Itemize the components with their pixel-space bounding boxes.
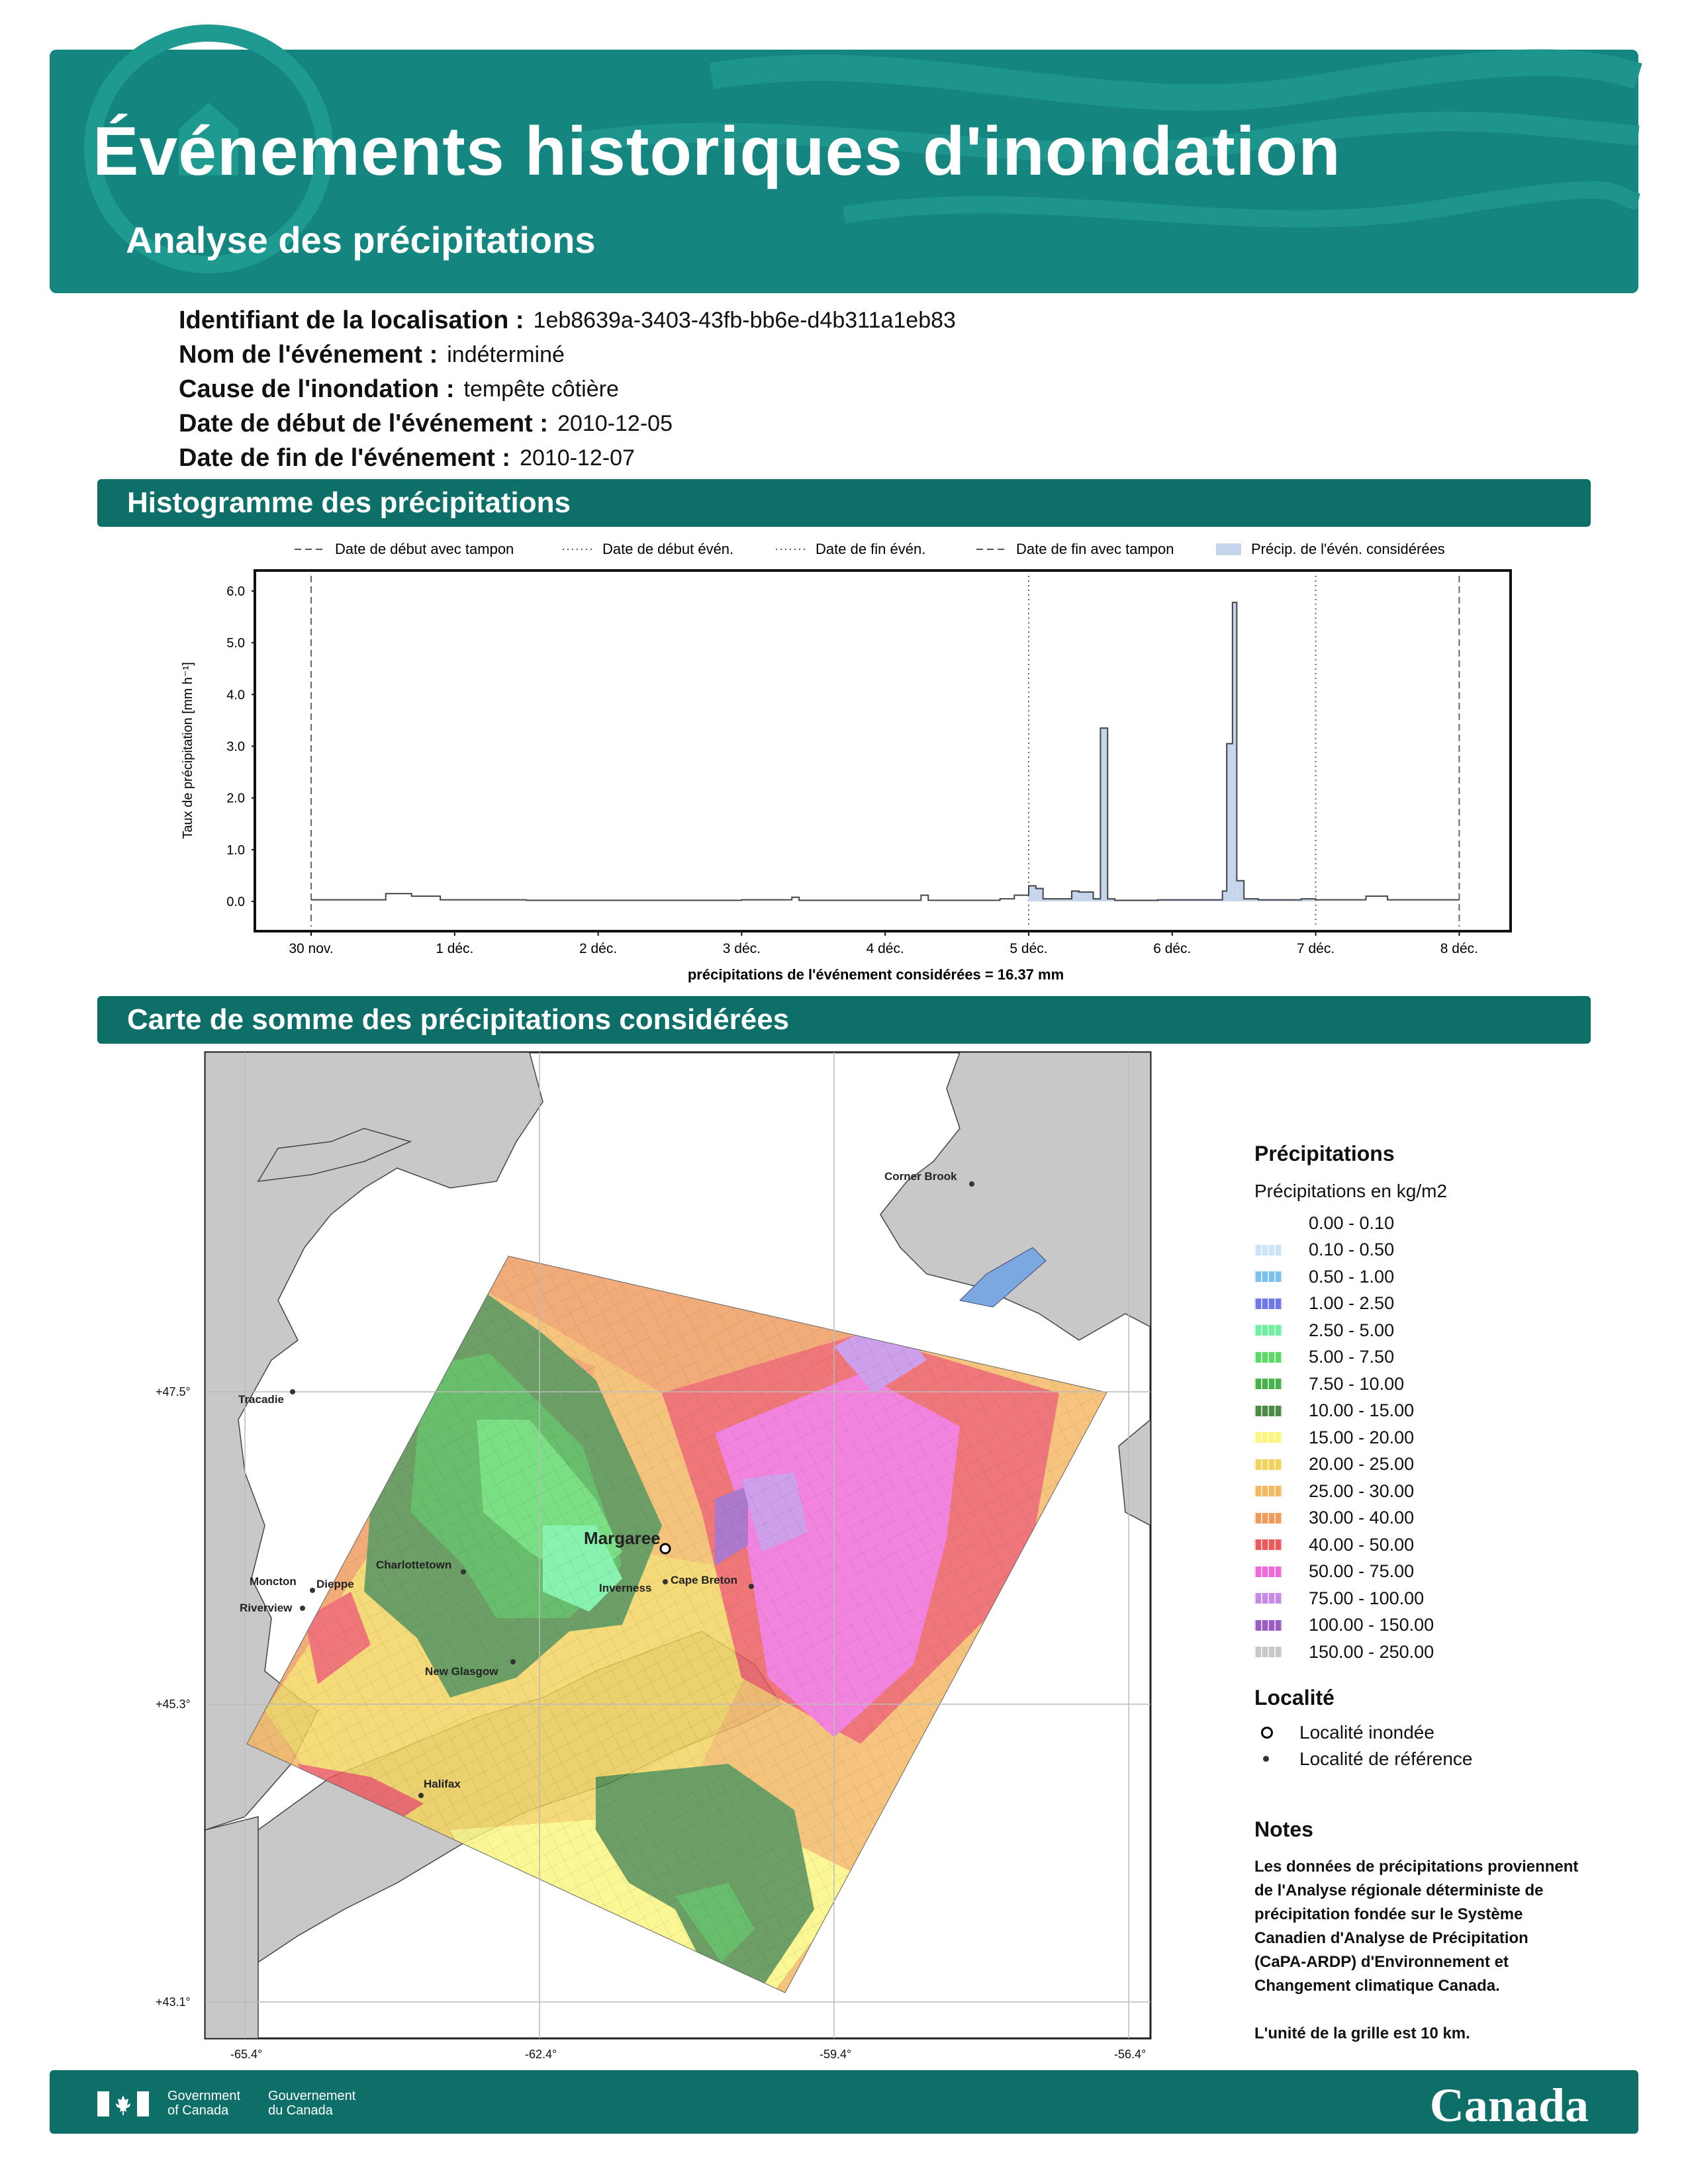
legend-title: Précipitations [1254,1142,1395,1165]
precip-bar [1072,891,1079,901]
legend-swatch [1254,1325,1282,1336]
legend-bin [1254,1451,1612,1479]
legend-swatch [1254,1486,1282,1496]
legend-bin [1254,1531,1612,1559]
legend-bin-label: 10.00 - 15.00 [1309,1400,1415,1421]
legend-subtitle: Précipitations en kg/m2 [1254,1181,1448,1201]
lon-label-3: -59.4° [820,2048,852,2061]
legend-bin [1254,1639,1612,1666]
locality-title: Localité [1254,1685,1335,1709]
lon-label-1: -65.4° [230,2048,263,2061]
legend-bin [1254,1371,1612,1398]
legend-considered: Précip. de l'évén. considérées [1251,541,1445,557]
gov-fr: Gouvernement du Canada [268,2089,356,2118]
legend-bin [1254,1612,1612,1639]
x-tick-label: 30 nov. [289,941,334,956]
legend-bin-label: 0.50 - 1.00 [1309,1266,1395,1287]
x-tick-label: 8 déc. [1440,941,1479,956]
lon-label-2: -62.4° [525,2048,557,2061]
precip-bar [1036,888,1043,901]
legend-swatch [1254,1539,1282,1550]
x-tick-label: 6 déc. [1153,941,1192,956]
legend-bin-label: 1.00 - 2.50 [1309,1293,1395,1314]
grid-note: L'unité de la grille est 10 km. [1254,2024,1470,2042]
place-inverness: Inverness [599,1582,652,1594]
legend-bin-label: 30.00 - 40.00 [1309,1508,1415,1528]
land-bay-fundy-south [205,1817,258,2038]
reference-marker-icon [1263,1756,1269,1762]
ref-marker [749,1584,754,1589]
legend-bin [1254,1585,1612,1612]
legend-bin-label: 150.00 - 250.00 [1309,1641,1434,1662]
legend-bin-label: 40.00 - 50.00 [1309,1534,1415,1555]
flooded-locality-marker [661,1544,670,1553]
event-info [179,303,956,475]
legend-swatch [1254,1271,1282,1282]
y-tick-label: 2.0 [226,791,245,806]
x-tick-label: 7 déc. [1296,941,1335,956]
legend-bin [1254,1263,1612,1291]
place-corner-brook: Corner Brook [884,1170,957,1183]
place-cape-breton: Cape Breton [671,1574,738,1586]
legend-bin-label: 7.50 - 10.00 [1309,1373,1405,1394]
canada-flag-icon [97,2091,149,2116]
map-legend [1254,1142,1612,2046]
legend-bin [1254,1291,1612,1318]
lat-label-3: +43.1° [156,1995,191,2009]
x-tick-label: 5 déc. [1009,941,1048,956]
page-subtitle: Analyse des précipitations [126,219,596,261]
ref-marker [310,1588,315,1593]
legend-swatch [1254,1432,1282,1443]
legend-swatch [1254,1245,1282,1255]
ref-marker [418,1793,424,1798]
info-row-cause: Cause de l'inondation : tempête côtière [179,375,619,403]
precip-bar [1227,744,1233,901]
legend-swatch [1254,1379,1282,1389]
ref-marker [969,1181,974,1187]
legend-swatch [1254,1647,1282,1657]
precip-bar [1237,881,1244,901]
legend-bin [1254,1210,1612,1237]
y-tick-label: 3.0 [226,739,245,754]
legend-bin-label: 2.50 - 5.00 [1309,1320,1395,1340]
y-tick-label: 5.0 [226,636,245,651]
page-title: Événements historiques d'inondation [93,113,1341,190]
info-row-end: Date de fin de l'événement : 2010-12-07 [179,443,635,472]
place-moncton: Moncton [250,1575,297,1588]
place-charlottetown: Charlottetown [376,1559,452,1571]
place-tracadie: Tracadie [238,1393,284,1406]
ref-marker [300,1606,305,1611]
precip-bar [1100,728,1107,901]
y-tick-label: 4.0 [226,688,245,703]
x-axis-label: précipitations de l'événement considérées = 16.37 mm [687,966,1064,983]
legend-event-end: Date de fin évén. [816,541,926,557]
legend-swatch [1254,1513,1282,1524]
precip-bar [1029,886,1036,901]
precip-histogram [165,529,1523,993]
chart-frame [255,570,1511,931]
legend-bin-label: 20.00 - 25.00 [1309,1454,1415,1475]
x-tick-label: 1 déc. [436,941,474,956]
legend-bin-label: 25.00 - 30.00 [1309,1480,1415,1501]
canada-wordmark: Canada [1429,2079,1589,2132]
legend-swatch [1254,1593,1282,1604]
legend-bins [1254,1210,1612,1666]
flooded-marker-icon [1261,1727,1273,1739]
info-row-name: Nom de l'événement : indéterminé [179,340,565,369]
legend-bin-label: 15.00 - 20.00 [1309,1427,1415,1447]
y-tick-label: 6.0 [226,584,245,599]
lat-label-2: +45.3° [156,1698,191,1711]
info-row-start: Date de début de l'événement : 2010-12-05 [179,409,673,437]
legend-bin-label: 5.00 - 7.50 [1309,1347,1395,1367]
precip-map[interactable] [156,1049,1165,2065]
precip-bar [1079,892,1094,901]
legend-event-start: Date de début évén. [602,541,734,557]
legend-bin [1254,1478,1612,1505]
legend-swatch [1254,1620,1282,1631]
legend-bin-label: 100.00 - 150.00 [1309,1615,1434,1635]
lon-label-4: -56.4° [1114,2048,1147,2061]
notes-title: Notes [1254,1817,1313,1841]
legend-swatch [1254,1406,1282,1416]
legend-bin-label: 0.00 - 0.10 [1309,1212,1395,1233]
legend-bin [1254,1424,1612,1451]
place-new-glasgow: New Glasgow [425,1665,498,1678]
legend-buffer-end: Date de fin avec tampon [1016,541,1174,557]
ref-marker [663,1579,668,1584]
header-banner [50,50,1638,293]
x-tick-label: 4 déc. [866,941,904,956]
legend-bin [1254,1344,1612,1371]
place-margaree: Margaree [584,1528,661,1548]
legend-bin [1254,1505,1612,1532]
gov-en: Government of Canada [167,2089,241,2118]
legend-flooded: Localité inondée [1254,1719,1612,1746]
place-dieppe: Dieppe [316,1578,354,1590]
legend-swatch [1254,1218,1282,1228]
y-tick-label: 1.0 [226,842,245,858]
legend-reference: Localité de référence [1254,1746,1612,1772]
notes-body: Les données de précipitations proviennent de l'Analyse régionale déterministe de précipitation fondée sur le Système Canadien d'Analyse de Précipitation (CaPA-ARDP) d'Environnement et Changement climatique Canada. L'unité de la grille est 10 km. [1254,1855,1612,2046]
legend-bin [1254,1237,1612,1264]
y-tick-label: 0.0 [226,895,245,909]
place-halifax: Halifax [424,1778,461,1790]
section-map-header: Carte de somme des précipitations considérées [97,996,1591,1044]
legend-swatch [1254,1298,1282,1309]
section-histogram-header: Histogramme des précipitations [97,479,1591,527]
place-riverview: Riverview [240,1602,293,1614]
chart-legend [295,541,1445,557]
legend-bin-label: 0.10 - 0.50 [1309,1240,1395,1260]
ref-marker [290,1389,295,1394]
x-tick-label: 3 déc. [722,941,761,956]
legend-bin-label: 50.00 - 75.00 [1309,1561,1415,1582]
legend-bin [1254,1317,1612,1344]
lat-label-1: +47.5° [156,1385,191,1398]
legend-swatch [1254,1352,1282,1363]
info-row-id: Identifiant de la localisation : 1eb8639a-3403-43fb-bb6e-d4b311a1eb83 [179,306,956,334]
legend-bin [1254,1398,1612,1425]
legend-bin [1254,1559,1612,1586]
legend-swatch [1254,1459,1282,1470]
ref-marker [461,1569,466,1574]
legend-buffer-start: Date de début avec tampon [335,541,514,557]
legend-bar-swatch [1216,543,1241,555]
legend-swatch [1254,1567,1282,1577]
footer [50,2070,1638,2134]
legend-bin-label: 75.00 - 100.00 [1309,1588,1425,1608]
y-axis-label: Taux de précipitation [mm h⁻¹] [181,662,195,839]
x-tick-label: 2 déc. [579,941,618,956]
ref-marker [510,1659,516,1664]
